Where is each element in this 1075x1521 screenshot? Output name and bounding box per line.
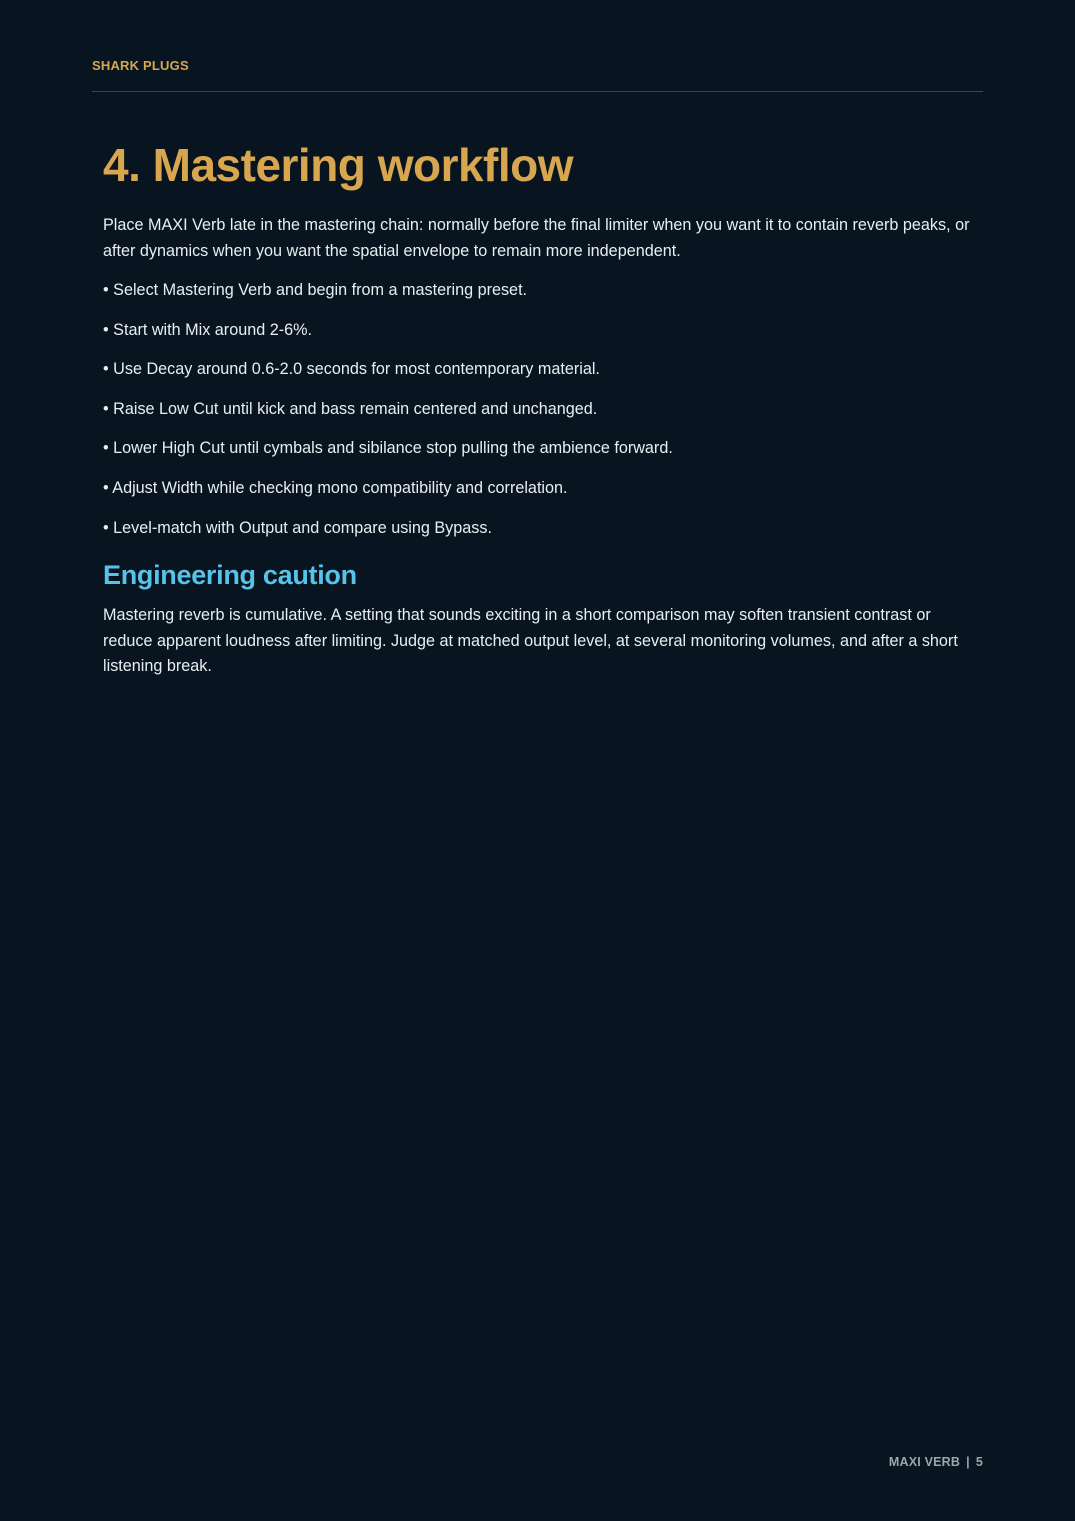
workflow-steps-list: [103, 278, 983, 541]
footer-product-name: MAXI VERB: [888, 1455, 961, 1469]
list-item: • Use Decay around 0.6-2.0 seconds for most contemporary material.: [103, 360, 600, 379]
section-title: 4. Mastering workflow: [103, 139, 574, 191]
running-header-brand: SHARK PLUGS: [92, 58, 189, 73]
intro-paragraph: Place MAXI Verb late in the mastering chain: normally before the final limiter when you want it to contain reverb peaks, or after dynamics when you want the spatial envelope to remain more independent.: [103, 216, 970, 260]
list-item: • Raise Low Cut until kick and bass remain centered and unchanged.: [103, 399, 598, 418]
header-divider: [92, 91, 983, 92]
page-footer: [889, 1455, 983, 1469]
page-content: [103, 130, 983, 680]
list-item: • Lower High Cut until cymbals and sibilance stop pulling the ambience forward.: [103, 439, 673, 458]
list-item: • Start with Mix around 2-6%.: [103, 320, 312, 339]
list-item: • Adjust Width while checking mono compatibility and correlation.: [103, 478, 568, 497]
page-number: 5: [975, 1455, 983, 1469]
footer-separator: |: [966, 1455, 970, 1469]
list-item: • Level-match with Output and compare using Bypass.: [103, 518, 492, 537]
caution-paragraph: Mastering reverb is cumulative. A setting that sounds exciting in a short comparison may soften transient contrast or reduce apparent loudness after limiting. Judge at matched output level, at several monitoring volumes, and after a short listening break.: [103, 606, 958, 676]
caution-heading: Engineering caution: [103, 560, 357, 591]
list-item: • Select Mastering Verb and begin from a mastering preset.: [103, 281, 528, 299]
